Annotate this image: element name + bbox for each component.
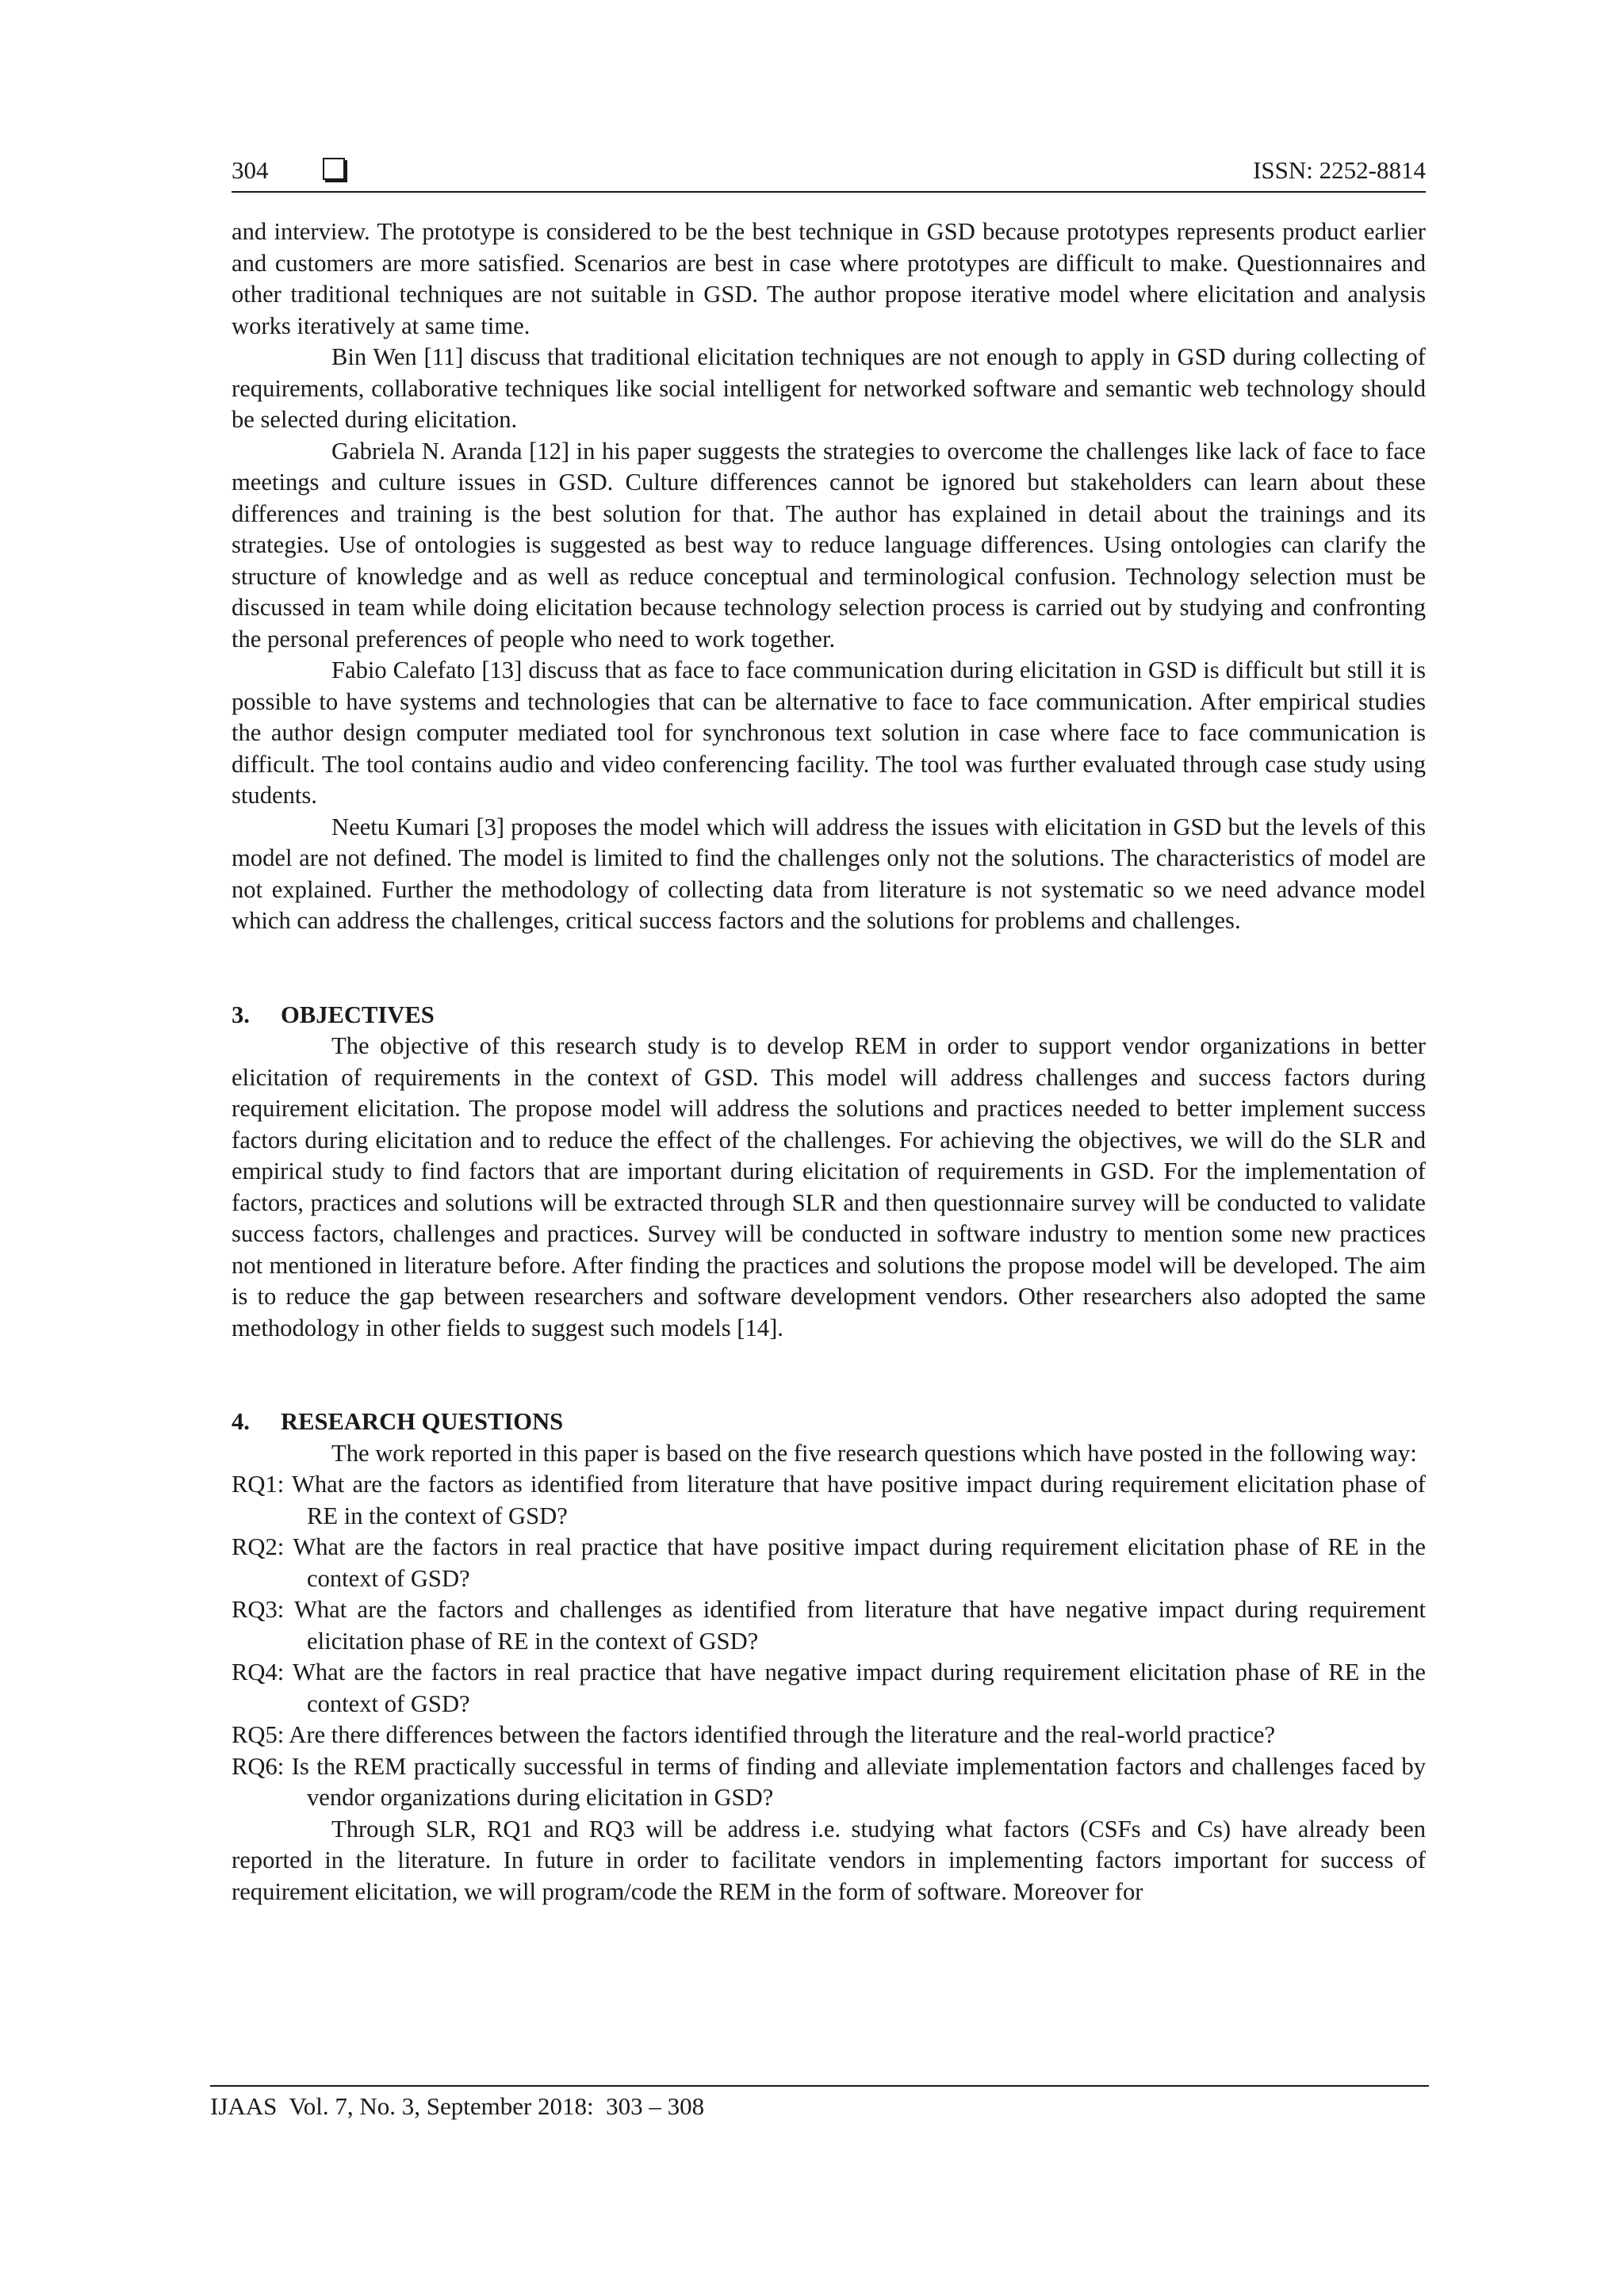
section-title: OBJECTIVES <box>281 1001 435 1028</box>
paragraph: The objective of this research study is to develop REM in order to support vendor organizations in better elicitation of requirements in the context of GSD. This model will address challenges and success factors during requirement elicitation. The propose model will address the solutions and practices needed to better implement success factors during elicitation and to reduce the effect of the challenges. For achieving the objectives, we will do the SLR and empirical study to find factors that are important during elicitation of requirements in GSD. For the implementation of factors, practices and solutions will be extracted through SLR and then questionnaire survey will be conducted to validate success factors, challenges and practices. Survey will be conducted in software industry to mention some new practices not mentioned in literature before. After finding the practices and solutions the propose model will be developed. The aim is to reduce the gap between researchers and software development vendors. Other researchers also adopted the same methodology in other fields to suggest such models [14]. <box>232 1032 1426 1341</box>
paragraph: Bin Wen [11] discuss that traditional elicitation techniques are not enough to apply in GSD during collecting of requirements, collaborative techniques like social intelligent for networked software and semantic web technology should be selected during elicitation. <box>232 343 1426 433</box>
research-question: RQ3: What are the factors and challenges as identified from literature that have negative impact during requirement elicitation phase of RE in the context of GSD? <box>232 1596 1426 1655</box>
paragraph: Neetu Kumari [3] proposes the model which will address the issues with elicitation in GSD but the levels of this model are not defined. The model is limited to find the challenges only not the solutions. The characteristics of model are not explained. Further the methodology of collecting data from literature is not systematic so we need advance model which can address the challenges, critical success factors and the solutions for problems and challenges. <box>232 813 1426 934</box>
section-title: RESEARCH QUESTIONS <box>281 1408 564 1435</box>
footer-citation: IJAAS Vol. 7, No. 3, September 2018: 303 – 308 <box>210 2092 705 2120</box>
page-number: 304 <box>232 156 269 184</box>
page-header <box>232 155 1426 192</box>
footer-rule <box>210 2085 1429 2087</box>
research-question: RQ5: Are there differences between the factors identified through the literature and the real-world practice? <box>232 1721 1276 1748</box>
section-number: 3. <box>232 1001 250 1028</box>
paragraph: Through SLR, RQ1 and RQ3 will be address i.e. studying what factors (CSFs and Cs) have already been reported in the literature. In future in order to facilitate vendors in implementing factors important for success of requirement elicitation, we will program/code the REM in the form of software. Moreover for <box>232 1815 1426 1905</box>
section-number: 4. <box>232 1408 250 1435</box>
section-heading <box>232 1406 1426 1438</box>
section-spacer <box>232 937 1426 1000</box>
header-rule <box>232 191 1426 193</box>
research-question: RQ6: Is the REM practically successful in terms of finding and alleviate implementation factors and challenges faced by vendor organizations during elicitation in GSD? <box>232 1752 1426 1811</box>
paragraph: Fabio Calefato [13] discuss that as face to face communication during elicitation in GSD is difficult but still it is possible to have systems and technologies that can be alternative to face to face communication. After empirical studies the author design computer mediated tool for synchronous text solution in case where face to face communication is difficult. The tool contains audio and video conferencing facility. The tool was further evaluated through case study using students. <box>232 656 1426 809</box>
paragraph: and interview. The prototype is considered to be the best technique in GSD because prototypes represents product earlier and customers are more satisfied. Scenarios are best in case where prototypes are difficult to make. Questionnaires and other traditional techniques are not suitable in GSD. The author propose iterative model where elicitation and analysis works iteratively at same time. <box>232 218 1426 339</box>
research-question: RQ1: What are the factors as identified from literature that have positive impact during requirement elicitation phase of RE in the context of GSD? <box>232 1471 1426 1529</box>
section-spacer <box>232 1344 1426 1406</box>
checkbox-square-icon <box>323 158 345 180</box>
research-question: RQ2: What are the factors in real practice that have positive impact during requirement elicitation phase of RE in the context of GSD? <box>232 1533 1426 1592</box>
research-question: RQ4: What are the factors in real practice that have negative impact during requirement elicitation phase of RE in the context of GSD? <box>232 1659 1426 1717</box>
paragraph: The work reported in this paper is based on the five research questions which have posted in the following way: <box>331 1439 1417 1467</box>
issn-label: ISSN: 2252-8814 <box>1253 156 1426 184</box>
body-text <box>232 216 1426 1908</box>
paragraph: Gabriela N. Aranda [12] in his paper suggests the strategies to overcome the challenges like lack of face to face meetings and culture issues in GSD. Culture differences cannot be ignored but stakeholders can learn about these differences and training is the best solution for that. The author has explained in detail about the trainings and its strategies. Use of ontologies is suggested as best way to reduce language differences. Using ontologies can clarify the structure of knowledge and as well as reduce conceptual and terminological confusion. Technology selection must be discussed in team while doing elicitation because technology selection process is carried out by studying and confronting the personal preferences of people who need to work together. <box>232 437 1426 652</box>
section-heading <box>232 1000 1426 1031</box>
